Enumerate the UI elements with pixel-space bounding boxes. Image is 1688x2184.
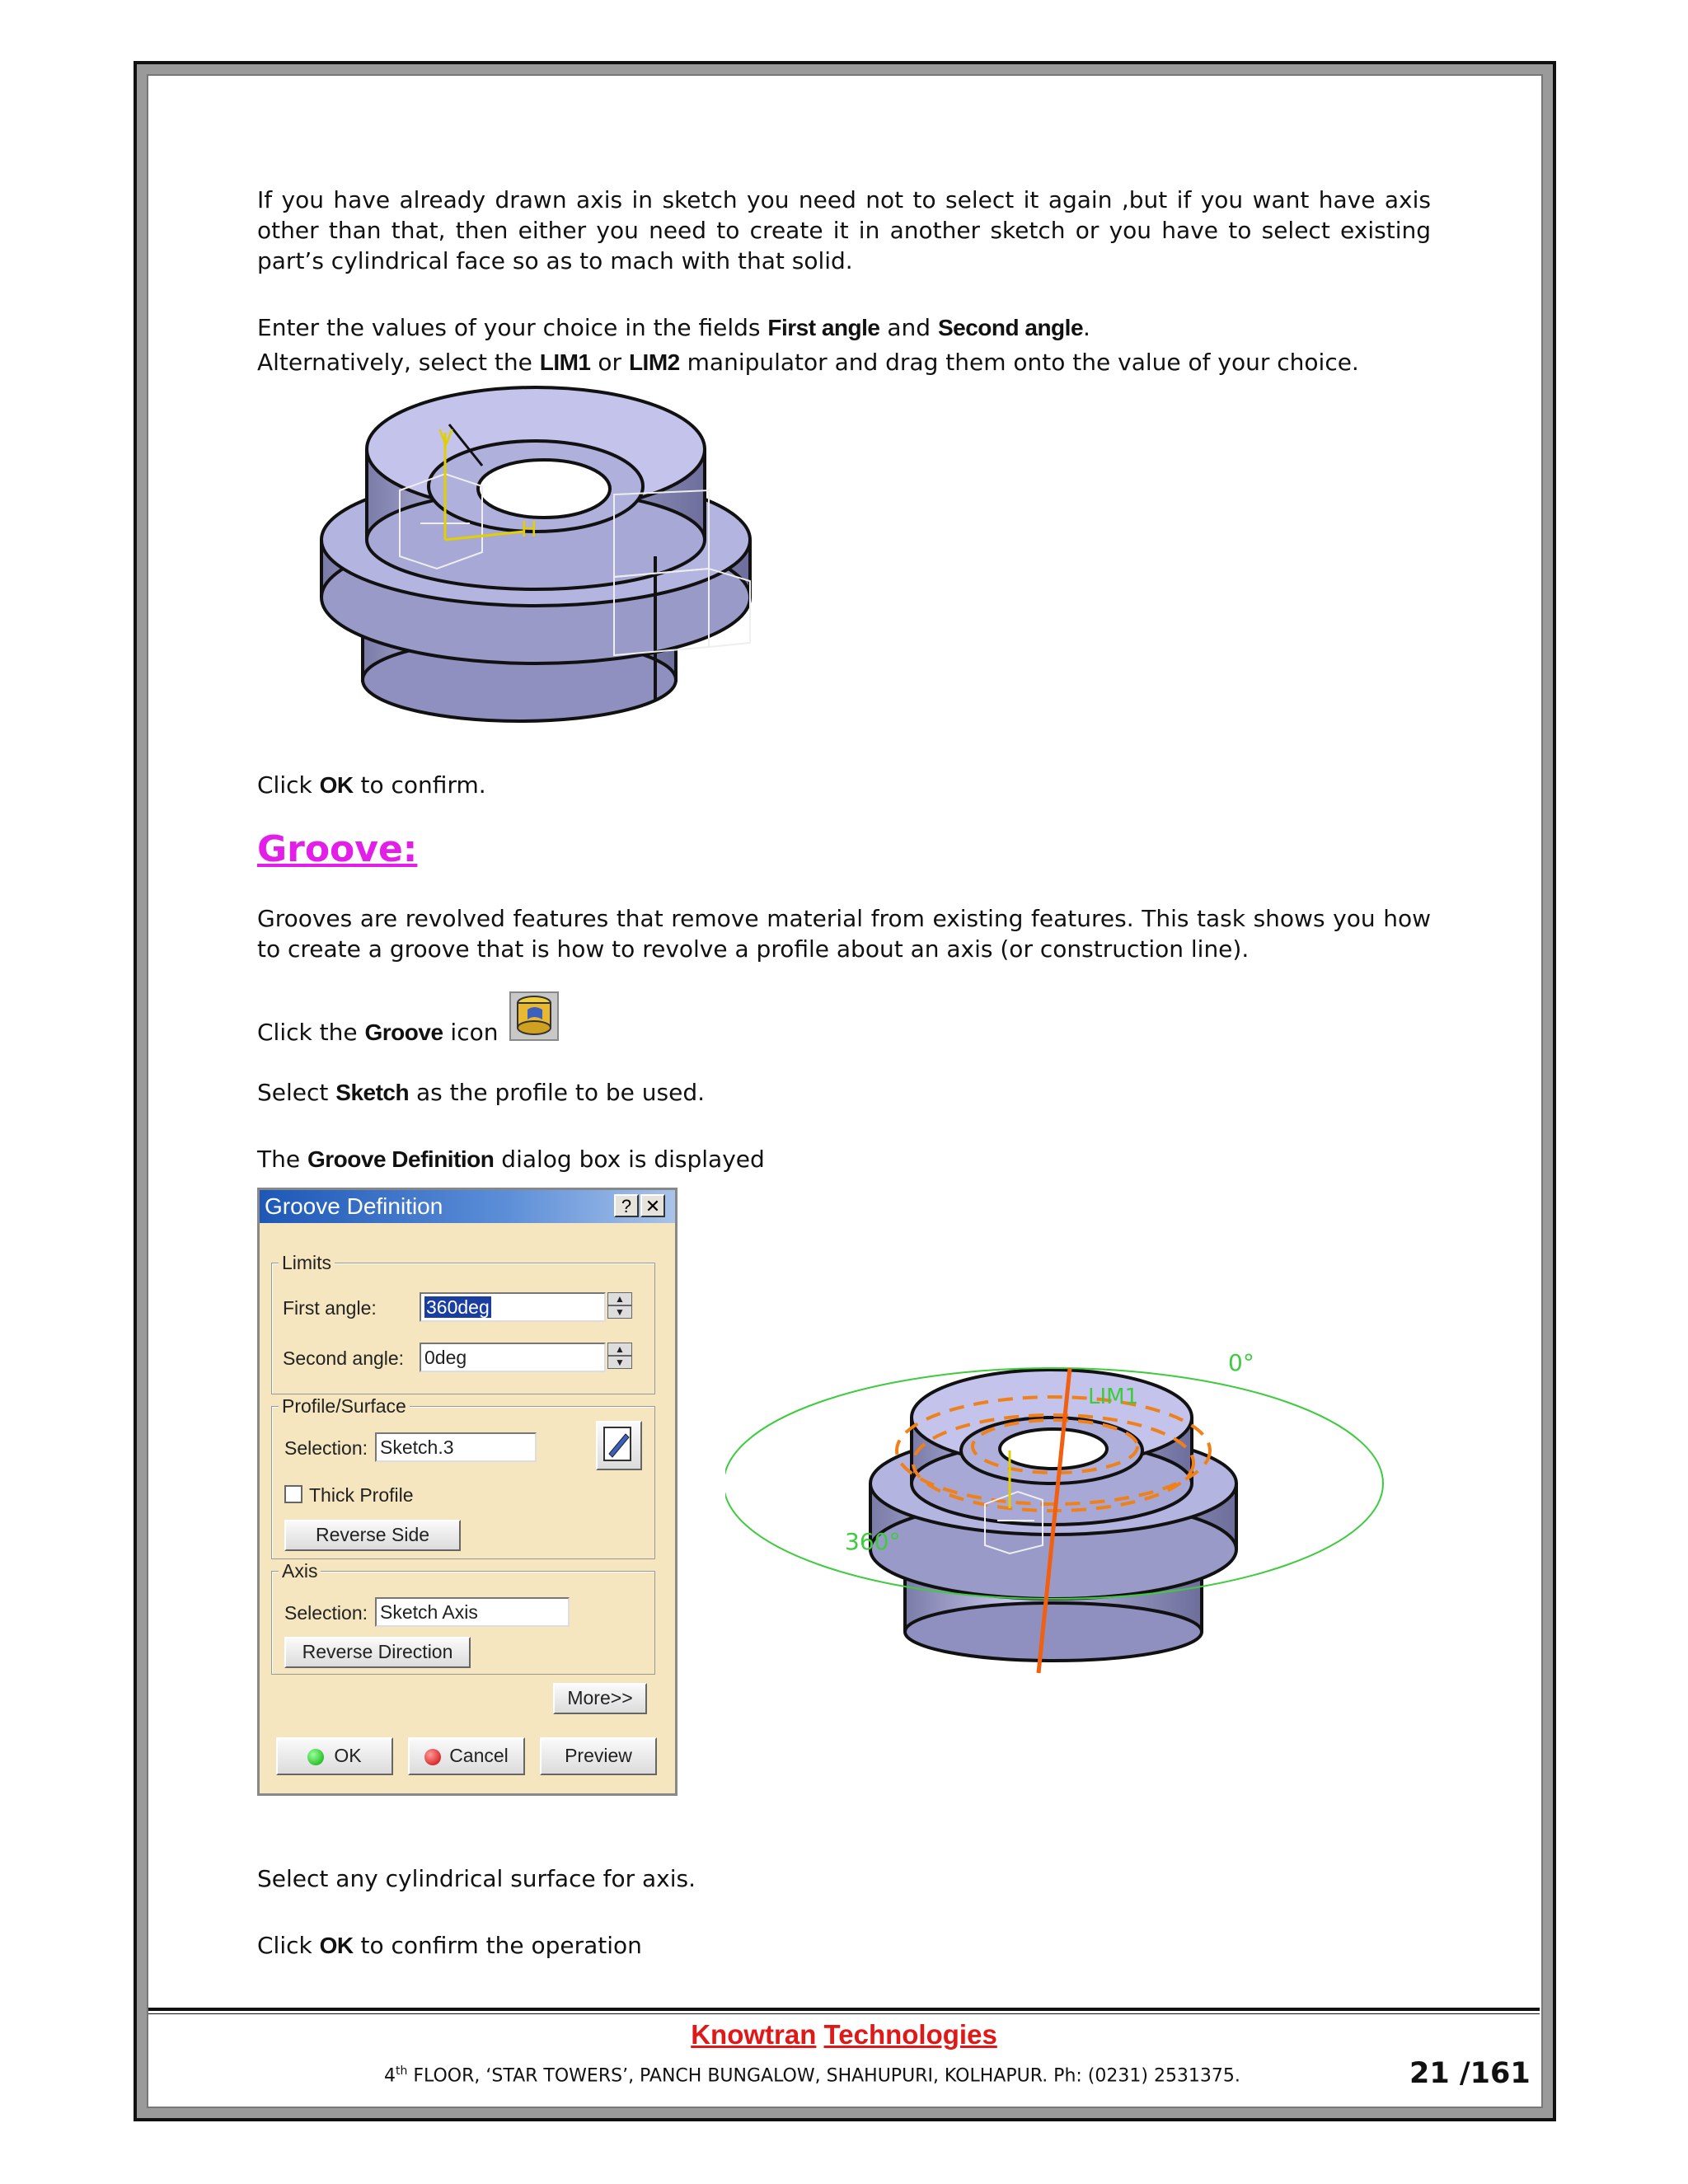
limits-label: Limits [279,1252,335,1274]
paragraph-ok-confirm [257,770,1431,800]
term-second-angle: Second angle [937,315,1084,340]
profile-surface-label: Profile/Surface [279,1395,410,1418]
more-button[interactable]: More>> [553,1683,647,1714]
term-lim2: LIM2 [628,349,680,375]
term-lim1: LIM1 [539,349,591,375]
term-ok: OK [319,772,354,798]
groove-definition-dialog [257,1188,678,1796]
text: to confirm. [353,771,486,799]
profile-selection-field[interactable]: Sketch.3 [375,1432,537,1462]
paragraph-angles [257,312,1431,343]
text: as the profile to be used. [409,1079,705,1106]
text: dialog box is displayed [494,1146,765,1173]
close-button[interactable]: ✕ [640,1194,665,1217]
ok-label: OK [334,1745,362,1766]
text: icon [443,1019,499,1046]
paragraph-ok-operation [257,1930,1431,1961]
sketch-button[interactable] [596,1421,642,1470]
paragraph-select-surface: Select any cylindrical surface for axis. [257,1865,696,1892]
zero-degree-label: 0° [1228,1349,1254,1376]
text: or [590,349,629,376]
help-button[interactable]: ? [614,1194,639,1217]
axis-label: Axis [279,1560,321,1582]
address-text: FLOOR, ‘STAR TOWERS’, PANCH BUNGALOW, SHAHUPURI, KOLHAPUR. Ph: (0231) 2531375. [407,2065,1240,2087]
profile-selection-label: Selection: [284,1437,368,1459]
second-angle-spinner[interactable] [607,1343,632,1372]
text: Select [257,1079,336,1106]
term-groove-definition: Groove Definition [307,1146,495,1172]
text: Click the [257,1019,365,1046]
first-angle-spinner[interactable] [607,1292,632,1322]
spin-up-icon[interactable]: ▲ [607,1292,632,1305]
floor-suffix: th [396,2064,408,2078]
footer-rule [148,2008,1540,2011]
sketcher-icon [601,1422,637,1465]
groove-preview-figure [725,1327,1401,1681]
text: . [1083,314,1090,341]
cancel-label: Cancel [449,1745,509,1766]
text: manipulator and drag them onto the value of your choice. [679,349,1359,376]
spin-up-icon[interactable]: ▲ [607,1343,632,1356]
h-axis-label: H [521,518,537,542]
text: and [879,314,938,341]
company-name [0,2019,1688,2050]
text: to confirm the operation [353,1932,642,1959]
paragraph-dialog-displayed [257,1144,1431,1174]
company-name-part1: Knowtran [691,2019,817,2050]
axis-selection-field[interactable]: Sketch Axis [375,1597,570,1627]
thick-profile-checkbox[interactable] [284,1485,302,1503]
first-angle-value: 360deg [426,1296,490,1318]
second-angle-input[interactable]: 0deg [420,1343,606,1372]
page-number: 21 /161 [1409,2057,1531,2090]
floor-number: 4 [384,2065,396,2087]
text: Click [257,771,320,799]
spin-down-icon[interactable]: ▼ [607,1305,632,1319]
text: Enter the values of your choice in the fields [257,314,768,341]
v-axis-label: V [438,426,453,451]
ok-button[interactable] [276,1737,393,1775]
thick-profile-label: Thick Profile [309,1484,414,1506]
paragraph-axis: If you have already drawn axis in sketch you need not to select it again ,but if you want have axis other than that, then either you need to create it in another sketch or you have to select existing part’s cylindrical face so as to mach with that solid. [257,186,1431,274]
lim-manipulator-label[interactable]: LIM1 [1088,1385,1139,1409]
cancel-red-icon [424,1749,441,1765]
company-name-part2: Technologies [823,2019,997,2050]
reverse-direction-button[interactable]: Reverse Direction [284,1637,471,1668]
term-first-angle: First angle [767,315,880,340]
text: Click [257,1932,320,1959]
term-ok: OK [319,1933,354,1958]
three-sixty-degree-label: 360° [845,1528,901,1555]
revolve-part-figure [305,383,783,729]
paragraph-select-sketch [257,1077,1431,1108]
dialog-title: Groove Definition [260,1190,675,1223]
spin-down-icon[interactable]: ▼ [607,1356,632,1369]
footer-rule-thin [148,2013,1540,2014]
company-address [384,2064,1240,2086]
axis-selection-label: Selection: [284,1602,368,1624]
paragraph-groove-icon [257,1017,1431,1047]
limits-group [271,1252,655,1394]
cancel-button[interactable] [408,1737,525,1775]
text: Alternatively, select the [257,349,540,376]
term-sketch: Sketch [335,1080,410,1105]
paragraph-manipulator [257,347,1431,377]
groove-heading: Groove: [257,828,418,870]
paragraph-groove-intro: Grooves are revolved features that remove material from existing features. This task shows you how to create a groove that is how to revolve a profile about an axis (or construction line). [257,905,1431,963]
text: The [257,1146,307,1173]
preview-button[interactable]: Preview [540,1737,657,1775]
groove-icon[interactable] [509,991,559,1041]
term-groove: Groove [364,1019,443,1045]
reverse-side-button[interactable]: Reverse Side [284,1520,461,1551]
ok-green-icon [307,1749,324,1765]
first-angle-input[interactable] [420,1292,606,1322]
first-angle-label: First angle: [283,1297,377,1319]
second-angle-label: Second angle: [283,1347,405,1369]
